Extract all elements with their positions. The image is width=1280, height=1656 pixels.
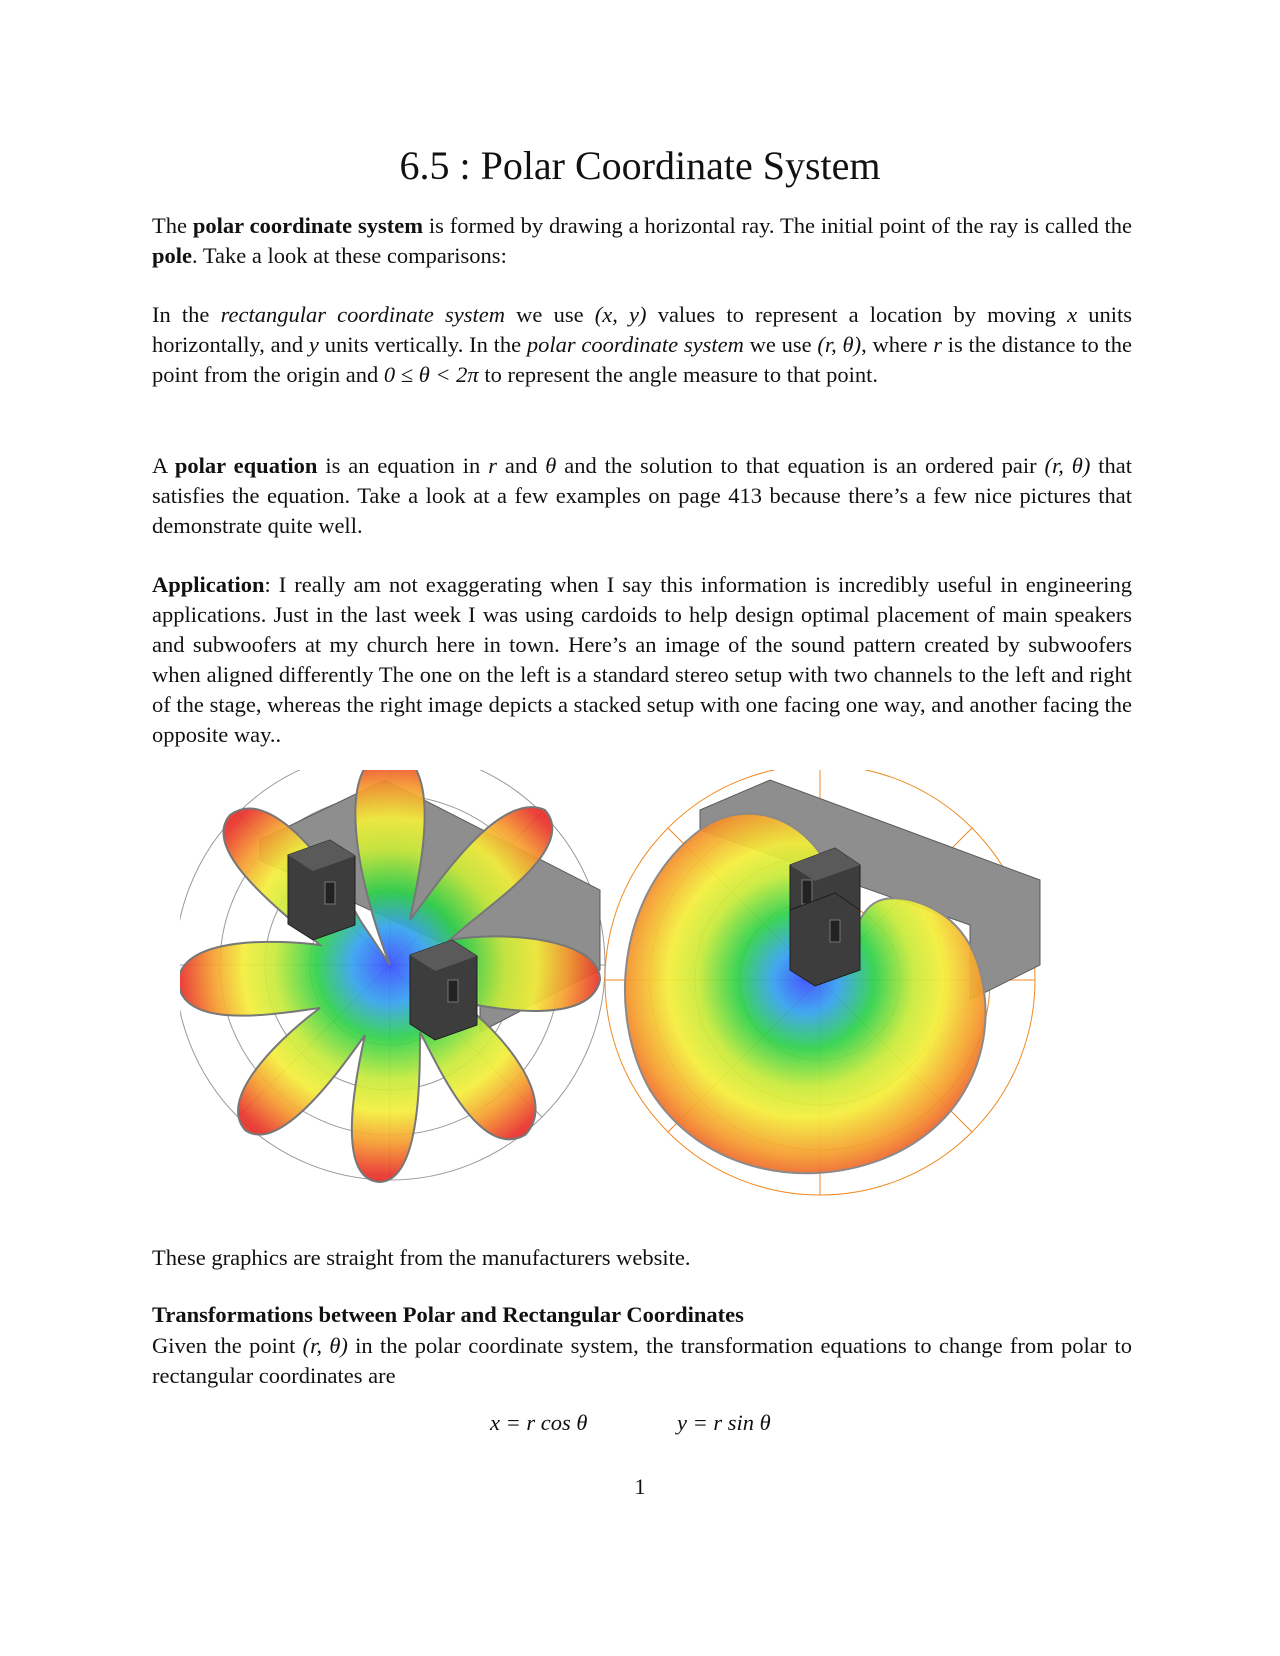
application-paragraph: Application: I really am not exaggerating when I say this information is incredibly useful in engineering applications. Just in the last week I was using cardoids to help design optimal placement of main speakers and subwoofers at my church here in town. Here’s an image of the sound pattern created by subwoofers when aligned differently The one on the left is a standard stereo setup with two channels to the left and right of the stage, whereas the right image depicts a stacked setup with one facing one way, and another facing the opposite way..	[152, 572, 1132, 747]
intro-paragraph: The polar coordinate system is formed by drawing a horizontal ray. The initial point of the ray is called the pole. Take a look at these comparisons:	[152, 213, 1133, 268]
stacked-speakers	[790, 848, 860, 986]
stacked-setup-pattern	[605, 770, 1040, 1195]
page-title: 6.5 : Polar Coordinate System	[399, 143, 881, 188]
transformation-paragraph: Given the point (r, θ) in the polar coordinate system, the transformation equations to change from polar to rectangular coordinates are	[152, 1333, 1132, 1388]
polar-equation-paragraph: A polar equation is an equation in r and θ and the solution to that equation is an ordered pair (r, θ) that satisfies the equation. Take a look at a few examples on page 413 because there’s a few nice pictures that demonstrate quite well.	[152, 453, 1132, 538]
subwoofer-pattern-figure	[180, 770, 1100, 1225]
image-source-note: These graphics are straight from the manufacturers website.	[152, 1245, 691, 1270]
term-pole: pole	[152, 243, 193, 268]
stereo-setup-pattern	[180, 770, 605, 1182]
page-number: 1	[634, 1474, 646, 1499]
subwoofer-pattern-images	[180, 770, 1100, 1225]
term-polar-equation: polar equation	[174, 453, 318, 478]
left-speaker-1	[288, 840, 355, 940]
term-application: Application	[152, 572, 265, 597]
equation-x: x = r cos θ	[490, 1410, 588, 1435]
comparison-paragraph: In the rectangular coordinate system we use (x, y) values to represent a location by moving x units horizontally, and y units vertically. In the polar coordinate system we use (r, θ), where r is the distance to the point from the origin and 0 ≤ θ < 2π to represent the angle measure to that point.	[152, 302, 1133, 387]
term-polar-coordinate-system: polar coordinate system	[192, 213, 423, 238]
left-speaker-2	[410, 940, 477, 1040]
equation-y: y = r sin θ	[677, 1410, 771, 1435]
left-lobe-pattern	[180, 770, 600, 1182]
section-heading: Transformations between Polar and Rectangular Coordinates	[152, 1302, 744, 1327]
